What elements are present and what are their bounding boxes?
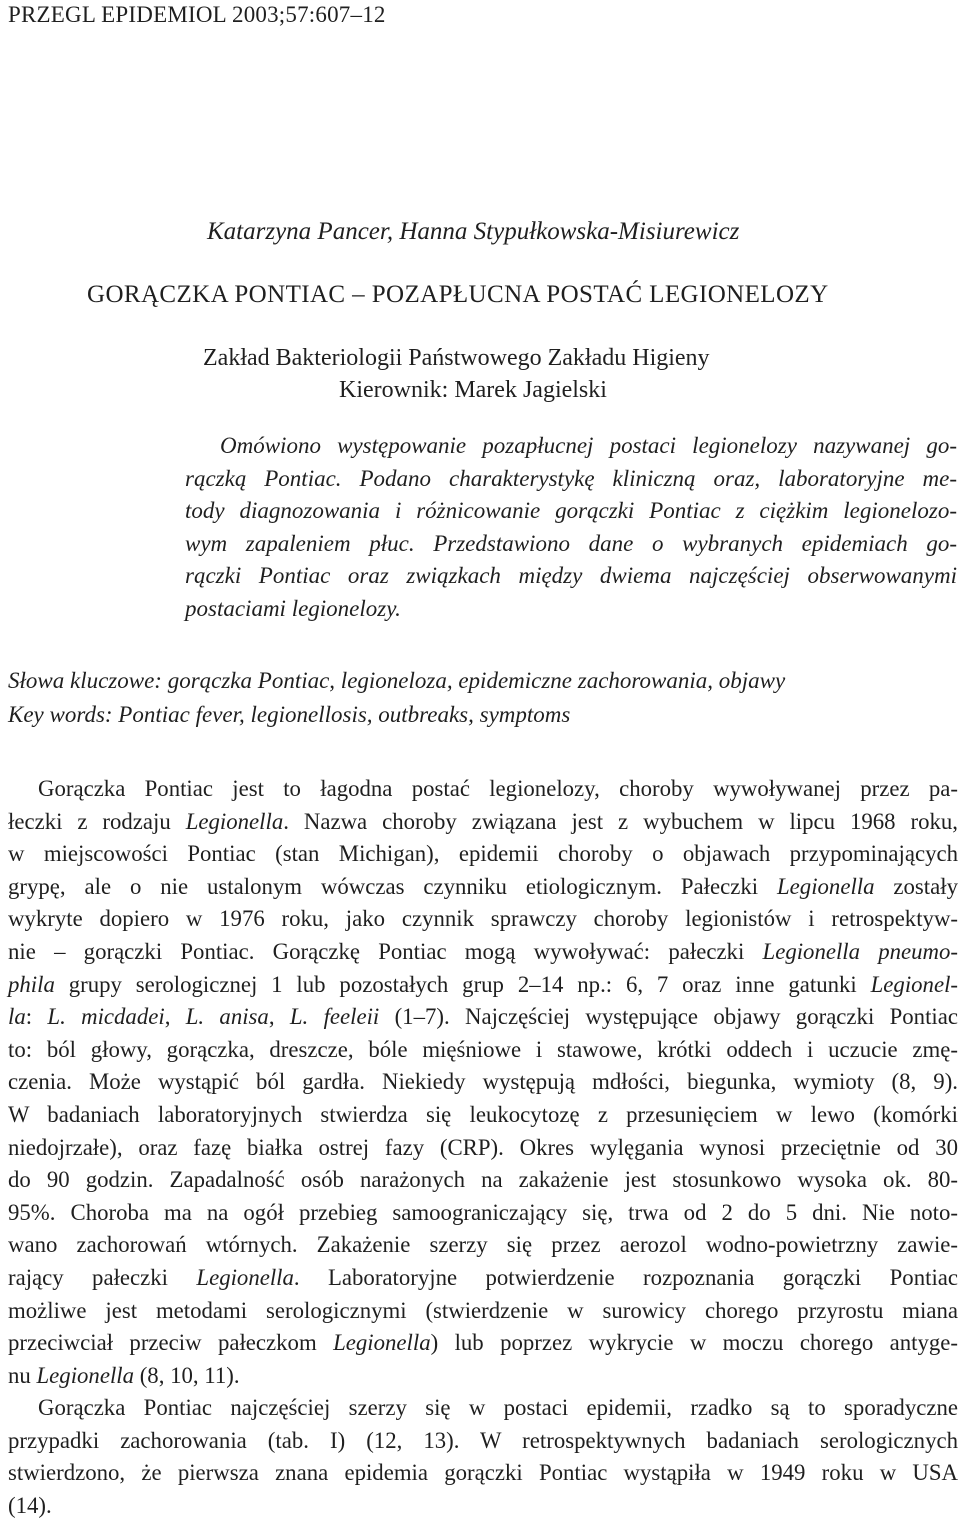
body-line: wykryte dopiero w 1976 roku, jako czynnik sprawczy choroby legionistów i retrospektyw- bbox=[8, 906, 958, 932]
abstract-line: tody diagnozowania i różnicowanie gorączki Pontiac z ciężkim legionelozo- bbox=[185, 498, 957, 524]
body-line: W badaniach laboratoryjnych stwierdza się leukocytozę z przesunięciem w lewo (komórki bbox=[8, 1101, 958, 1127]
affiliation-institution: Zakład Bakteriologii Państwowego Zakładu Higieny bbox=[203, 345, 710, 371]
affiliation-head: Kierownik: Marek Jagielski bbox=[339, 377, 607, 403]
body-line: nu Legionella (8, 10, 11). bbox=[8, 1362, 240, 1388]
abstract-line: postaciami legionelozy. bbox=[185, 595, 401, 621]
body-line: niedojrzałe), oraz fazę białka ostrej fazy (CRP). Okres wylęgania wynosi przeciętnie od 30 bbox=[8, 1134, 958, 1160]
body-line: przypadki zachorowania (tab. I) (12, 13). W retrospektywnych badaniach serologicznych bbox=[8, 1427, 958, 1453]
body-line: 95%. Choroba ma na ogół przebieg samoograniczający się, trwa od 2 do 5 dni. Nie noto- bbox=[8, 1199, 958, 1225]
body-line: stwierdzono, że pierwsza znana epidemia gorączki Pontiac wystąpiła w 1949 roku w USA bbox=[8, 1460, 958, 1486]
body-line: czenia. Może wystąpić ból gardła. Niekiedy występują mdłości, biegunka, wymioty (8, 9). bbox=[8, 1069, 958, 1095]
body-line: (14). bbox=[8, 1493, 52, 1519]
abstract bbox=[185, 430, 957, 626]
body-line: wano zachorowań wtórnych. Zakażenie szerzy się przez aerozol wodno-powietrzny zawie- bbox=[8, 1232, 958, 1258]
body-text bbox=[8, 773, 958, 1523]
keywords-english: Key words: Pontiac fever, legionellosis, outbreaks, symptoms bbox=[8, 702, 571, 727]
body-line: łeczki z rodzaju Legionella. Nazwa choroby związana jest z wybuchem w lipcu 1968 roku, bbox=[8, 808, 959, 834]
abstract-line: wym zapaleniem płuc. Przedstawiono dane o wybranych epidemiach go- bbox=[185, 530, 957, 556]
body-line: la: L. micdadei, L. anisa, L. feeleii (1–7). Najczęściej występujące objawy gorączki Pontiac bbox=[8, 1004, 958, 1030]
body-line: przeciwciał przeciw pałeczkom Legionella) lub poprzez wykrycie w moczu chorego antyge- bbox=[8, 1330, 958, 1356]
article-title: GORĄCZKA PONTIAC – POZAPŁUCNA POSTAĆ LEGIONELOZY bbox=[87, 281, 829, 308]
body-line: możliwe jest metodami serologicznymi (stwierdzenie w surowicy chorego przyrostu miana bbox=[8, 1297, 958, 1323]
body-line: phila grupy serologicznej 1 lub pozostałych grup 2–14 np.: 6, 7 oraz inne gatunki Legionel- bbox=[8, 971, 958, 997]
body-line: grypę, ale o nie ustalonym wówczas czynniku etiologicznym. Pałeczki Legionella zostały bbox=[8, 873, 958, 899]
body-line: nie – gorączki Pontiac. Gorączkę Pontiac mogą wywoływać: pałeczki Legionella pneumo- bbox=[8, 938, 959, 964]
article-authors: Katarzyna Pancer, Hanna Stypułkowska-Misiurewicz bbox=[207, 218, 740, 245]
body-line: to: ból głowy, gorączka, dreszcze, bóle mięśniowe i stawowe, krótki oddech i uczucie zmę- bbox=[8, 1036, 958, 1062]
body-line: w miejscowości Pontiac (stan Michigan), epidemii choroby o objawach przypominających bbox=[8, 841, 958, 867]
abstract-line: rączką Pontiac. Podano charakterystykę kliniczną oraz, laboratoryjne me- bbox=[185, 465, 957, 491]
body-line: Gorączka Pontiac najczęściej szerzy się w postaci epidemii, rzadko są to sporadyczne bbox=[38, 1395, 958, 1421]
abstract-line: Omówiono występowanie pozapłucnej postaci legionelozy nazywanej go- bbox=[220, 433, 957, 458]
body-line: do 90 godzin. Zapadalność osób narażonych na zakażenie jest stosunkowo wysoka ok. 80- bbox=[8, 1167, 958, 1193]
journal-reference: PRZEGL EPIDEMIOL 2003;57:607–12 bbox=[8, 2, 386, 27]
abstract-line: rączki Pontiac oraz związkach między dwiema najczęściej obserwowanymi bbox=[185, 563, 957, 589]
body-line: rający pałeczki Legionella. Laboratoryjne potwierdzenie rozpoznania gorączki Pontiac bbox=[8, 1264, 959, 1290]
keywords-polish: Słowa kluczowe: gorączka Pontiac, legioneloza, epidemiczne zachorowania, objawy bbox=[8, 668, 786, 693]
body-line: Gorączka Pontiac jest to łagodna postać legionelozy, choroby wywoływanej przez pa- bbox=[38, 776, 958, 801]
